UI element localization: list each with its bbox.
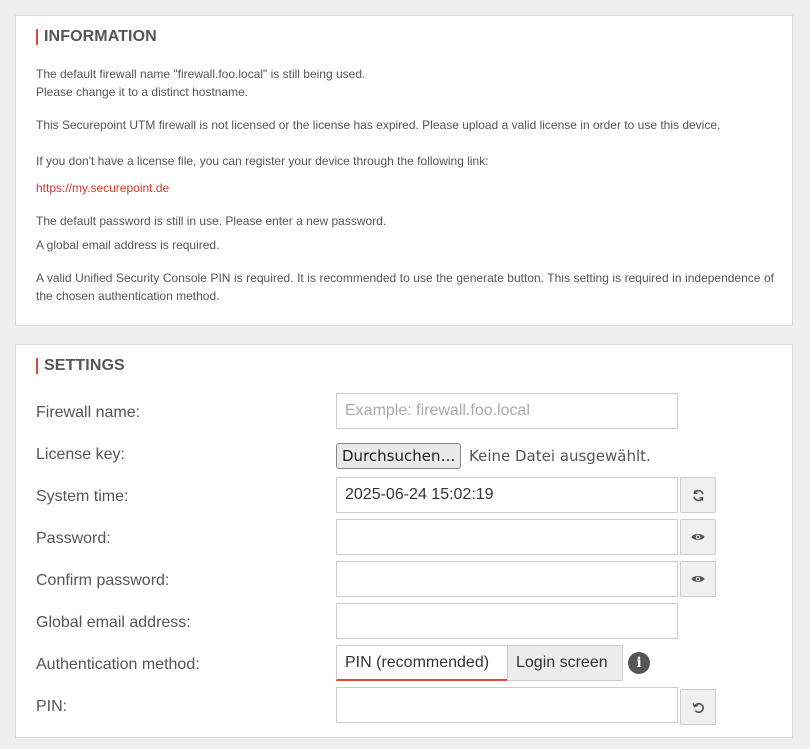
info-icon[interactable]: i [628,652,650,674]
register-link-wrapper [36,179,774,197]
pin-input[interactable] [336,687,678,723]
auth-option-login-screen[interactable]: Login screen [507,645,623,681]
email-label: Global email address: [36,614,191,631]
info-register-hint: If you don't have a license file, you can register your device through the following link: [36,154,489,168]
password-input[interactable] [336,519,678,555]
settings-title: SETTINGS [36,358,125,374]
information-panel [15,15,793,326]
eye-icon [691,532,705,542]
auth-method-label: Authentication method: [36,656,200,673]
system-time-input[interactable] [336,477,678,513]
system-time-label: System time: [36,488,129,505]
refresh-icon [692,489,705,502]
license-file-status: Keine Datei ausgewählt. [469,447,651,465]
information-title: INFORMATION [36,29,157,45]
license-key-label: License key: [36,446,125,463]
sync-time-button[interactable] [680,477,716,513]
confirm-password-label: Confirm password: [36,572,170,589]
info-pin-warning: A valid Unified Security Console PIN is required. It is recommended to use the generate button. This setting is required in independence of the chosen authentication method. [36,271,774,303]
info-hostname-warning: The default firewall name "firewall.foo.local" is still being used. [36,67,366,81]
firewall-name-label: Firewall name: [36,404,141,421]
info-password-warning: The default password is still in use. Please enter a new password. [36,214,387,228]
firewall-name-input[interactable] [336,393,678,429]
confirm-password-input[interactable] [336,561,678,597]
email-input[interactable] [336,603,678,639]
info-hostname-instruction: Please change it to a distinct hostname. [36,85,249,99]
auth-option-pin[interactable]: PIN (recommended) [336,645,508,681]
eye-icon [691,574,705,584]
info-license-warning: This Securepoint UTM firewall is not licensed or the license has expired. Please upload a valid license in order to use this device. [36,118,721,132]
generate-pin-button[interactable] [680,689,716,725]
license-file-browse-button[interactable]: Durchsuchen… [336,443,461,469]
pin-label: PIN: [36,698,68,715]
show-password-button[interactable] [680,519,716,555]
undo-icon [692,701,705,714]
info-email-warning: A global email address is required. [36,238,220,252]
register-link[interactable]: https://my.securepoint.de [36,181,170,195]
show-confirm-password-button[interactable] [680,561,716,597]
password-label: Password: [36,530,111,547]
settings-panel [15,344,793,738]
